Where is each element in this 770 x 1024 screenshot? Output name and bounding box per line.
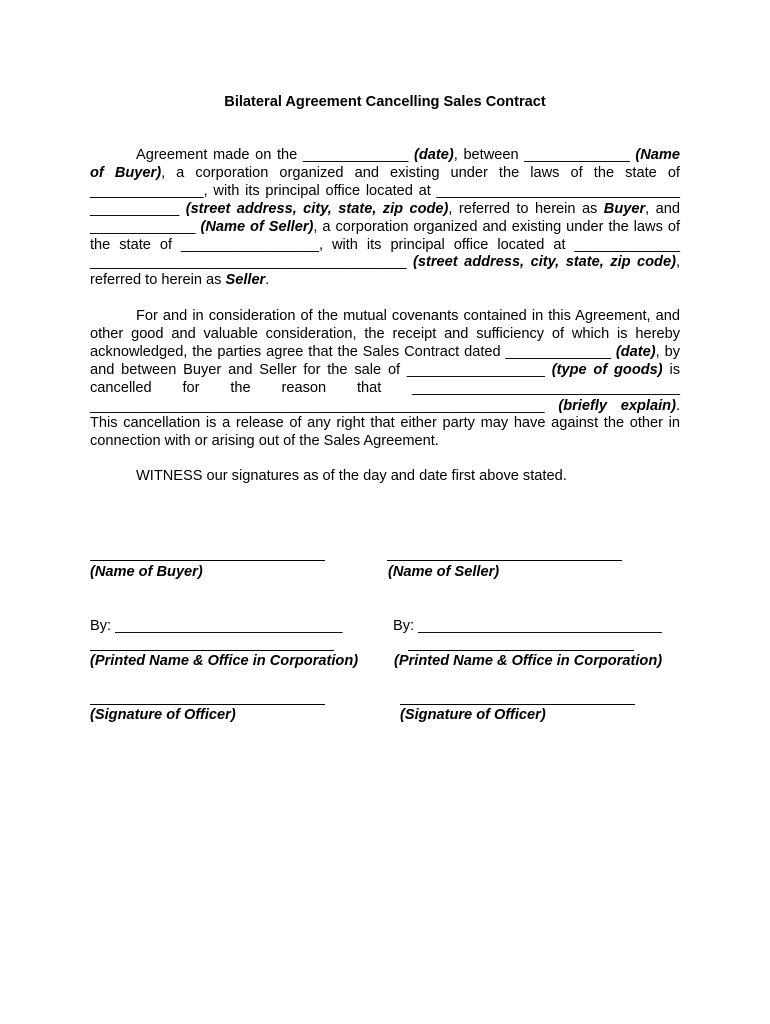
seller-officer-signature-label: (Signature of Officer) (400, 707, 546, 723)
document-page (90, 0, 681, 1024)
p1-text-1: Agreement made on the _____________ (136, 147, 415, 163)
p1-seller-name-placeholder: (Name of Seller) (200, 218, 314, 235)
p1-seller-address-placeholder: (street address, city, state, zip code) (413, 254, 676, 271)
seller-officer-signature-line[interactable] (400, 704, 635, 705)
seller-name-line[interactable] (387, 560, 622, 561)
buyer-name-line[interactable] (90, 560, 325, 561)
p2-goods-placeholder: (type of goods) (551, 361, 663, 378)
p1-text-5: , and _____________ (90, 200, 680, 235)
witness-paragraph (90, 468, 680, 486)
consideration-paragraph (90, 308, 680, 451)
buyer-printed-name-label: (Printed Name & Office in Corporation) (90, 653, 359, 669)
p2-explain-placeholder: (briefly explain) (558, 397, 676, 414)
p1-seller-term: Seller (225, 272, 266, 289)
buyer-by-line[interactable]: By: ____________________________ (90, 618, 343, 634)
buyer-name-label: (Name of Buyer) (90, 564, 203, 580)
seller-name-label: (Name of Seller) (388, 564, 500, 580)
p1-buyer-term: Buyer (603, 200, 646, 217)
p1-text-3: , a corporation organized and existing under the laws of the state of ______________, with its principal office located at ______________________________ ___________ (90, 164, 680, 217)
p1-text-4: , referred to herein as (448, 200, 604, 217)
p2-text-1: For and in consideration of the mutual covenants contained in this Agreement, and other good and valuable consideration, the receipt and sufficiency of which is hereby acknowledged, the parties agree that the Sales Contract dated _____________ (90, 308, 680, 360)
document-title: Bilateral Agreement Cancelling Sales Contract (224, 94, 546, 110)
p1-buyer-name-placeholder: (Name of Buyer) (90, 147, 680, 181)
agreement-paragraph (90, 147, 680, 290)
p1-text-7: , referred to herein as (90, 254, 681, 289)
p2-text-2: , by and between Buyer and Seller for the sale of _________________ (90, 343, 680, 378)
p2-text-3: is cancelled for the reason that _________________________________ ________________________________________________________ (90, 361, 681, 414)
p2-date-placeholder: (date) (615, 343, 656, 360)
p1-buyer-address-placeholder: (street address, city, state, zip code) (185, 200, 449, 217)
seller-printed-name-label: (Printed Name & Office in Corporation) (394, 653, 663, 669)
p1-text-2: , between _____________ (453, 147, 636, 163)
p1-text-8: . (265, 272, 270, 289)
seller-printed-name-line[interactable] (408, 650, 634, 651)
p1-text-6: , a corporation organized and existing under the laws of the state of _________________, with its principal office located at _____________ _______________________________________ (90, 218, 680, 271)
p2-text-4: . This cancellation is a release of any right that either party may have against the other in connection with or arising out of the Sales Agreement. (90, 397, 680, 450)
seller-by-line[interactable]: By: ______________________________ (393, 618, 662, 634)
witness-text: WITNESS our signatures as of the day and date first above stated. (136, 468, 567, 484)
p1-date-placeholder: (date) (414, 147, 454, 163)
buyer-officer-signature-line[interactable] (90, 704, 325, 705)
buyer-officer-signature-label: (Signature of Officer) (90, 707, 236, 723)
buyer-printed-name-line[interactable] (90, 650, 334, 651)
